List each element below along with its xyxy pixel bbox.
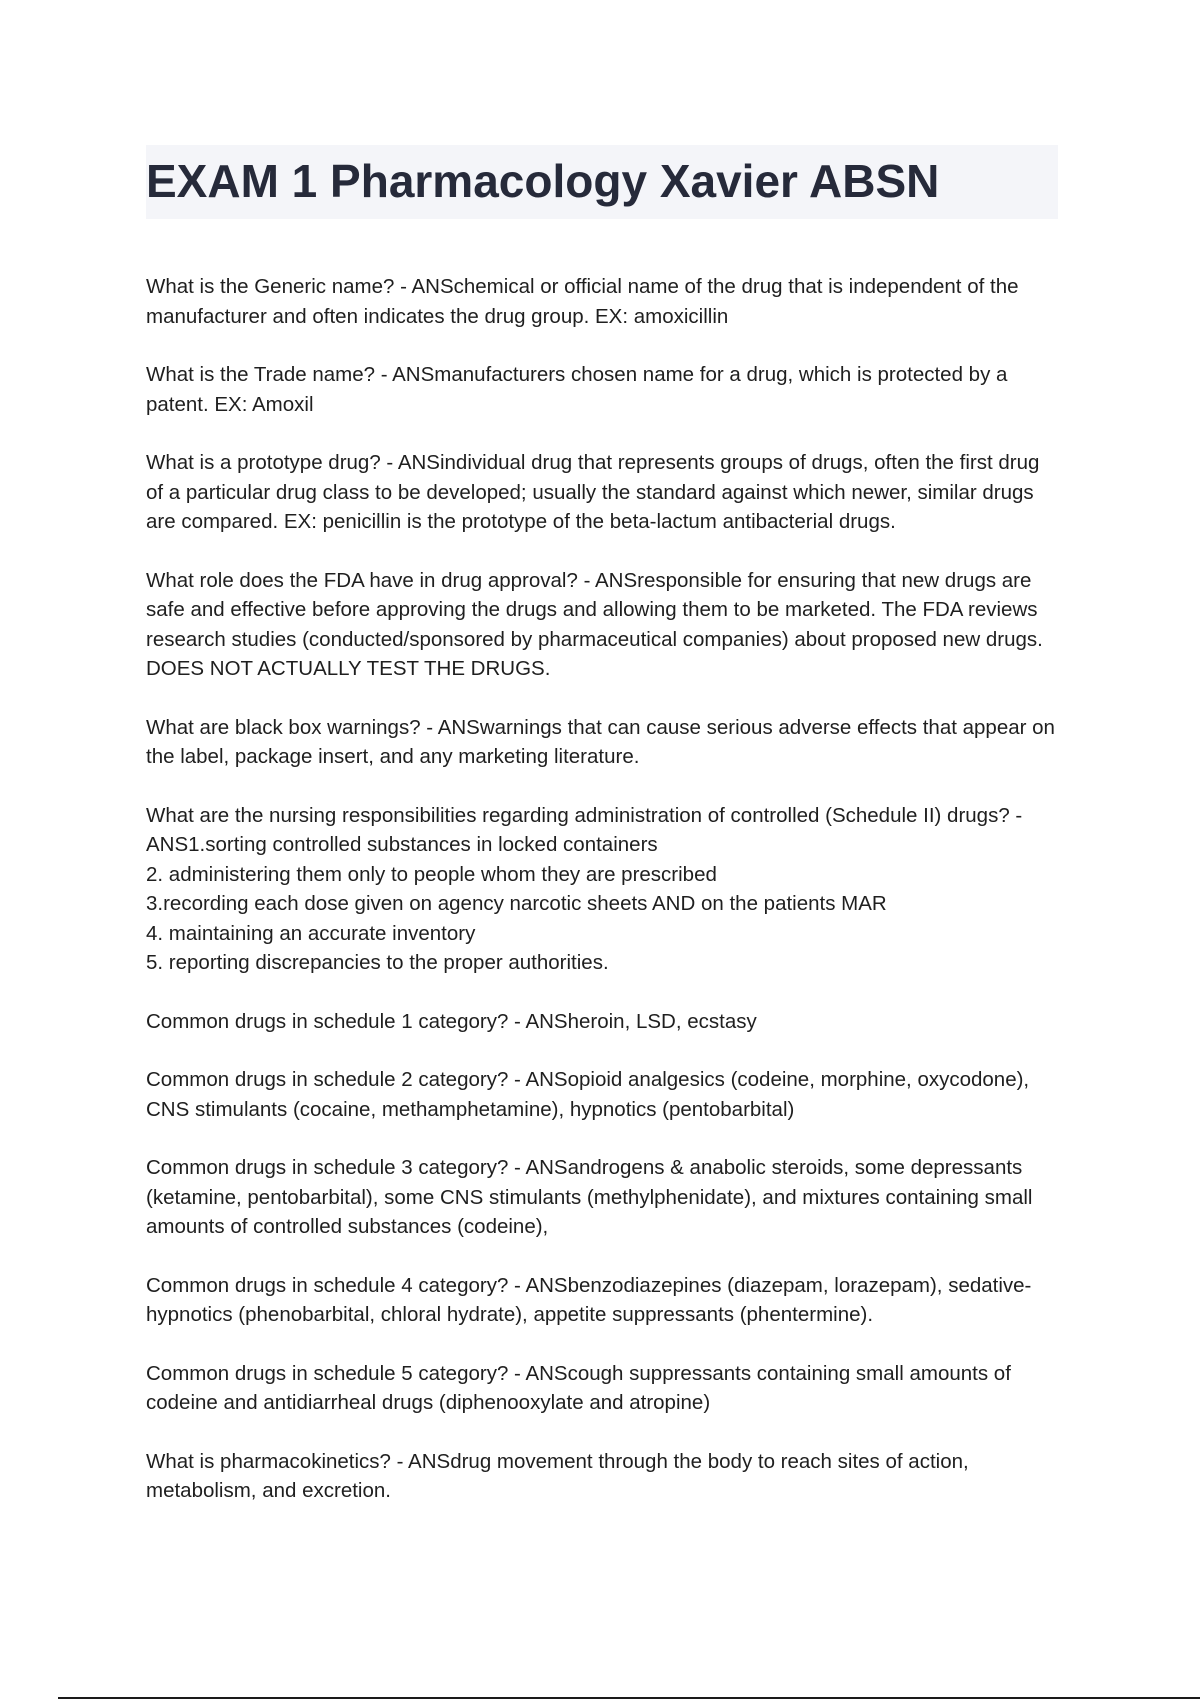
title-banner — [146, 145, 1058, 219]
qa-item-schedule-5: Common drugs in schedule 5 category? - ANScough suppressants containing small amounts of codeine and antidiarrheal drugs (diphenooxylate and atropine) — [146, 1361, 1011, 1414]
qa-item-schedule-3: Common drugs in schedule 3 category? - ANSandrogens & anabolic steroids, some depressants (ketamine, pentobarbital), some CNS stimulants (methylphenidate), and mixtures containing small amounts of controlled substances (codeine), — [146, 1156, 1033, 1238]
qa-item-generic-name: What is the Generic name? - ANSchemical or official name of the drug that is independent of the manufacturer and often indicates the drug group. EX: amoxicillin — [146, 275, 1019, 328]
qa-item-pharmacokinetics: What is pharmacokinetics? - ANSdrug movement through the body to reach sites of action, metabolism, and excretion. — [146, 1449, 969, 1502]
qa-item-black-box-warnings: What are black box warnings? - ANSwarnings that can cause serious adverse effects that appear on the label, package insert, and any marketing literature. — [146, 715, 1055, 768]
footer-divider — [58, 1697, 1200, 1699]
qa-item-prototype-drug: What is a prototype drug? - ANSindividual drug that represents groups of drugs, often the first drug of a particular drug class to be developed; usually the standard against which newer, similar drugs are compared. EX: penicillin is the prototype of the beta-lactum antibacterial drugs. — [146, 451, 1040, 533]
qa-item-controlled-drug-responsibilities: What are the nursing responsibilities regarding administration of controlled (Schedule II) drugs? - ANS1.sorting controlled substances in locked containers 2. administering them only to people whom they are prescribed 3.recording each dose given on agency narcotic sheets AND on the patients MAR 4. maintaining an accurate inventory 5. reporting discrepancies to the proper authorities. — [146, 803, 1023, 974]
qa-item-fda-role: What role does the FDA have in drug approval? - ANSresponsible for ensuring that new drugs are safe and effective before approving the drugs and allowing them to be marketed. The FDA reviews research studies (conducted/sponsored by pharmaceutical companies) about proposed new drugs. DOES NOT ACTUALLY TEST THE DRUGS. — [146, 568, 1043, 680]
page-title: EXAM 1 Pharmacology Xavier ABSN — [146, 155, 940, 207]
qa-item-trade-name: What is the Trade name? - ANSmanufacturers chosen name for a drug, which is protected by a patent. EX: Amoxil — [146, 363, 1008, 416]
qa-item-schedule-4: Common drugs in schedule 4 category? - ANSbenzodiazepines (diazepam, lorazepam), sedative-hypnotics (phenobarbital, chloral hydrate), appetite suppressants (phentermine). — [146, 1273, 1032, 1326]
qa-item-schedule-1: Common drugs in schedule 1 category? - ANSheroin, LSD, ecstasy — [146, 1009, 757, 1033]
qa-item-schedule-2: Common drugs in schedule 2 category? - ANSopioid analgesics (codeine, morphine, oxycodone), CNS stimulants (cocaine, methamphetamine), hypnotics (pentobarbital) — [146, 1068, 1030, 1121]
qa-list — [146, 272, 1061, 1535]
